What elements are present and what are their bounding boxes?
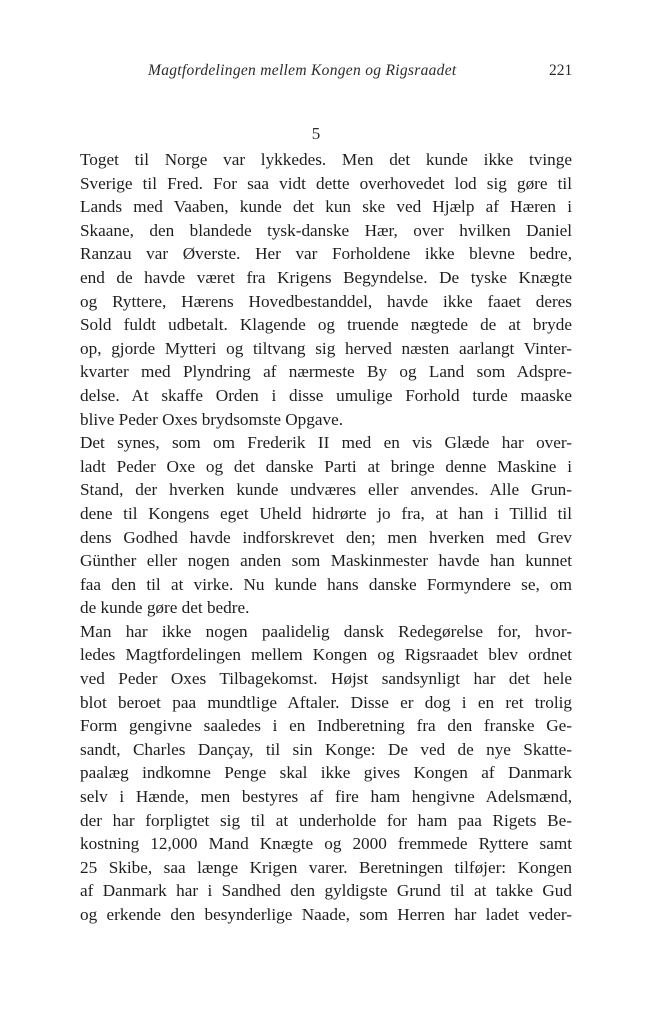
text-line: delse. At skaffe Orden i disse umulige Forhold turde maaske xyxy=(80,385,572,405)
text-line: blive Peder Oxes brydsomste Opgave. xyxy=(80,409,344,429)
text-line: Form gengivne saaledes i en Indberetning fra den franske Ge- xyxy=(80,716,572,736)
running-title: Magtfordelingen mellem Kongen og Rigsraadet xyxy=(148,62,457,79)
page-number: 221 xyxy=(549,62,573,79)
text-line: ledes Magtfordelingen mellem Kongen og Rigsraadet blev ordnet xyxy=(80,645,572,665)
text-line: faa den til at virke. Nu kunde hans danske Formyndere se, om xyxy=(80,574,572,594)
text-line: de kunde gøre det bedre. xyxy=(80,598,250,618)
text-line: selv i Hænde, men bestyres af fire ham hengivne Adelsmænd, xyxy=(80,787,572,807)
text-line: sandt, Charles Dançay, til sin Konge: De ved de nye Skatte- xyxy=(80,739,572,759)
text-line: end de havde været fra Krigens Begyndelse. De tyske Knægte xyxy=(80,267,572,287)
text-line: ved Peder Oxes Tilbagekomst. Højst sandsynligt har det hele xyxy=(80,669,572,689)
text-line: dene til Kongens eget Uheld hidrørte jo fra, at han i Tillid til xyxy=(80,503,572,523)
section-number: 5 xyxy=(311,124,321,143)
text-line: af Danmark har i Sandhed den gyldigste Grund til at takke Gud xyxy=(80,881,572,901)
text-line: paalæg indkomne Penge skal ikke gives Kongen af Danmark xyxy=(80,763,572,783)
text-line: op, gjorde Mytteri og tiltvang sig herved næsten aarlangt Vinter- xyxy=(80,338,572,358)
text-line: 25 Skibe, saa længe Krigen varer. Beretningen tilføjer: Kongen xyxy=(80,857,572,877)
running-head xyxy=(0,62,670,86)
text-line: Günther eller nogen anden som Maskinmester havde han kunnet xyxy=(80,551,572,571)
text-line: kvarter med Plyndring af nærmeste By og Land som Adspre- xyxy=(80,362,572,382)
body-text xyxy=(80,148,572,927)
text-line: Det synes, som om Frederik II med en vis Glæde har over- xyxy=(80,433,572,453)
text-line: dens Godhed havde indforskrevet den; men hverken med Grev xyxy=(80,527,572,547)
text-line: der har forpligtet sig til at underholde for ham paa Rigets Be- xyxy=(80,810,572,830)
text-line: Sverige til Fred. For saa vidt dette overhovedet lod sig gøre til xyxy=(80,173,572,193)
text-line: Toget til Norge var lykkedes. Men det kunde ikke tvinge xyxy=(80,150,572,169)
text-line: Skaane, den blandede tysk-danske Hær, over hvilken Daniel xyxy=(80,220,572,240)
text-line: ladt Peder Oxe og det danske Parti at bringe denne Maskine i xyxy=(80,456,572,476)
text-line: Man har ikke nogen paalidelig dansk Redegørelse for, hvor- xyxy=(80,621,572,641)
text-line: Sold fuldt udbetalt. Klagende og truende nægtede de at bryde xyxy=(80,315,572,335)
text-line: Lands med Vaaben, kunde det kun ske ved Hjælp af Hæren i xyxy=(80,197,572,217)
text-line: og erkende den besynderlige Naade, som Herren har ladet veder- xyxy=(80,905,572,924)
text-line: blot beroet paa mundtlige Aftaler. Disse er dog i en ret trolig xyxy=(80,692,572,712)
text-line: og Ryttere, Hærens Hovedbestanddel, havde ikke faaet deres xyxy=(80,291,572,311)
text-line: kostning 12,000 Mand Knægte og 2000 fremmede Ryttere samt xyxy=(80,834,572,854)
text-line: Ranzau var Øverste. Her var Forholdene ikke blevne bedre, xyxy=(80,244,572,264)
text-line: Stand, der hverken kunde undværes eller anvendes. Alle Grun- xyxy=(80,480,572,500)
